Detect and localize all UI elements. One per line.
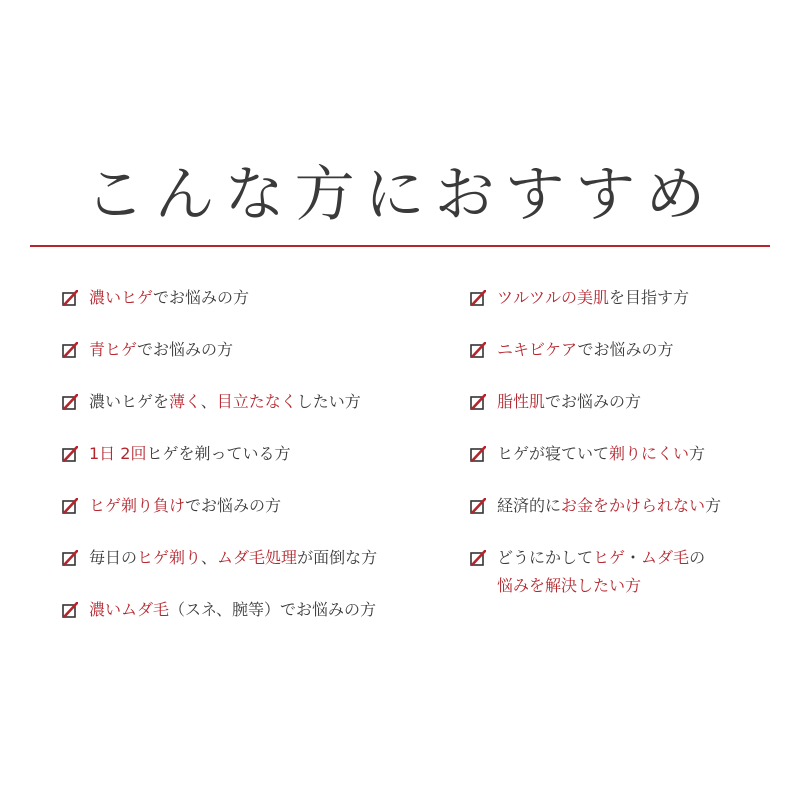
highlight-text: 濃いムダ毛	[89, 600, 170, 619]
checklist-item-text	[89, 547, 377, 569]
body-text: ヒゲが寝ていて	[497, 444, 610, 463]
checklist-item	[62, 547, 422, 599]
highlight-text: 濃いヒゲ	[89, 288, 154, 307]
highlight-text: 剃りにくい	[609, 444, 690, 463]
checklist-item-text	[89, 287, 249, 309]
highlight-text: ムダ毛	[641, 548, 690, 567]
checklist-item	[62, 443, 422, 495]
recommendation-list-left	[62, 287, 422, 651]
highlight-text: ツルツルの美肌	[497, 288, 610, 307]
checklist-item	[470, 391, 790, 443]
checklist-item-text	[497, 287, 689, 309]
checkbox-check-icon	[470, 550, 486, 566]
checkbox-check-icon	[62, 394, 78, 410]
highlight-text: ムダ毛処理	[217, 548, 298, 567]
checklist-item	[62, 287, 422, 339]
body-text: 、	[201, 548, 218, 567]
checklist-item	[470, 495, 790, 547]
highlight-text: 薄く	[169, 392, 201, 411]
checklist-item	[62, 339, 422, 391]
checklist-item-text	[89, 495, 281, 517]
body-text: 濃いヒゲを	[89, 392, 170, 411]
checkbox-check-icon	[62, 342, 78, 358]
title-divider	[30, 245, 770, 247]
checklist-item	[470, 547, 790, 623]
checklist-item	[470, 443, 790, 495]
checklist-item	[62, 495, 422, 547]
highlight-text: 悩みを解決したい方	[497, 576, 642, 595]
checkbox-check-icon	[62, 446, 78, 462]
highlight-text: ニキビケア	[497, 340, 578, 359]
body-text: が面倒な方	[297, 548, 378, 567]
highlight-text: 青ヒゲ	[89, 340, 138, 359]
recommendation-list-right	[470, 287, 790, 623]
body-text: でお悩みの方	[545, 392, 642, 411]
checkbox-check-icon	[62, 550, 78, 566]
checkbox-check-icon	[470, 498, 486, 514]
body-text: 方	[689, 444, 706, 463]
checkbox-check-icon	[62, 290, 78, 306]
checklist-item-text	[497, 544, 705, 600]
highlight-text: 目立たなく	[216, 392, 297, 411]
highlight-text: お金をかけられない	[561, 496, 706, 515]
checklist-item-text	[497, 391, 641, 413]
body-text: でお悩みの方	[185, 496, 282, 515]
body-text: を目指す方	[609, 288, 690, 307]
body-text: ヒゲを剃っている方	[146, 444, 291, 463]
checklist-item	[470, 287, 790, 339]
checklist-item	[62, 391, 422, 443]
checkbox-check-icon	[470, 394, 486, 410]
body-text: 方	[705, 496, 722, 515]
highlight-text: ヒゲ	[593, 548, 626, 567]
checkbox-check-icon	[470, 446, 486, 462]
highlight-text: 脂性肌	[497, 392, 546, 411]
body-text: 、	[200, 392, 217, 411]
checklist-item-text	[89, 443, 290, 465]
checklist-item-text	[497, 443, 705, 465]
body-text: の	[689, 548, 706, 567]
body-text: したい方	[296, 392, 361, 411]
checklist-item-text	[497, 495, 721, 517]
checklist-item	[470, 339, 790, 391]
checklist-item-text	[89, 339, 233, 361]
body-text: でお悩みの方	[577, 340, 674, 359]
body-text: どうにかして	[497, 548, 594, 567]
body-text: （スネ、腕等）でお悩みの方	[169, 600, 377, 619]
body-text: 経済的に	[497, 496, 562, 515]
checkbox-check-icon	[470, 290, 486, 306]
checklist-item-text	[89, 391, 361, 413]
checklist-item-text	[89, 599, 376, 621]
checklist-item-text	[497, 339, 674, 361]
highlight-text: ヒゲ剃り	[137, 548, 202, 567]
highlight-text: ヒゲ剃り負け	[89, 496, 186, 515]
page-title: こんな方におすすめ	[84, 160, 716, 230]
checklist-item	[62, 599, 422, 651]
checkbox-check-icon	[62, 498, 78, 514]
highlight-text: 1日 2回	[89, 444, 147, 463]
body-text: ・	[625, 548, 642, 567]
body-text: でお悩みの方	[137, 340, 234, 359]
body-text: 毎日の	[89, 548, 138, 567]
checkbox-check-icon	[470, 342, 486, 358]
body-text: でお悩みの方	[153, 288, 250, 307]
checkbox-check-icon	[62, 602, 78, 618]
